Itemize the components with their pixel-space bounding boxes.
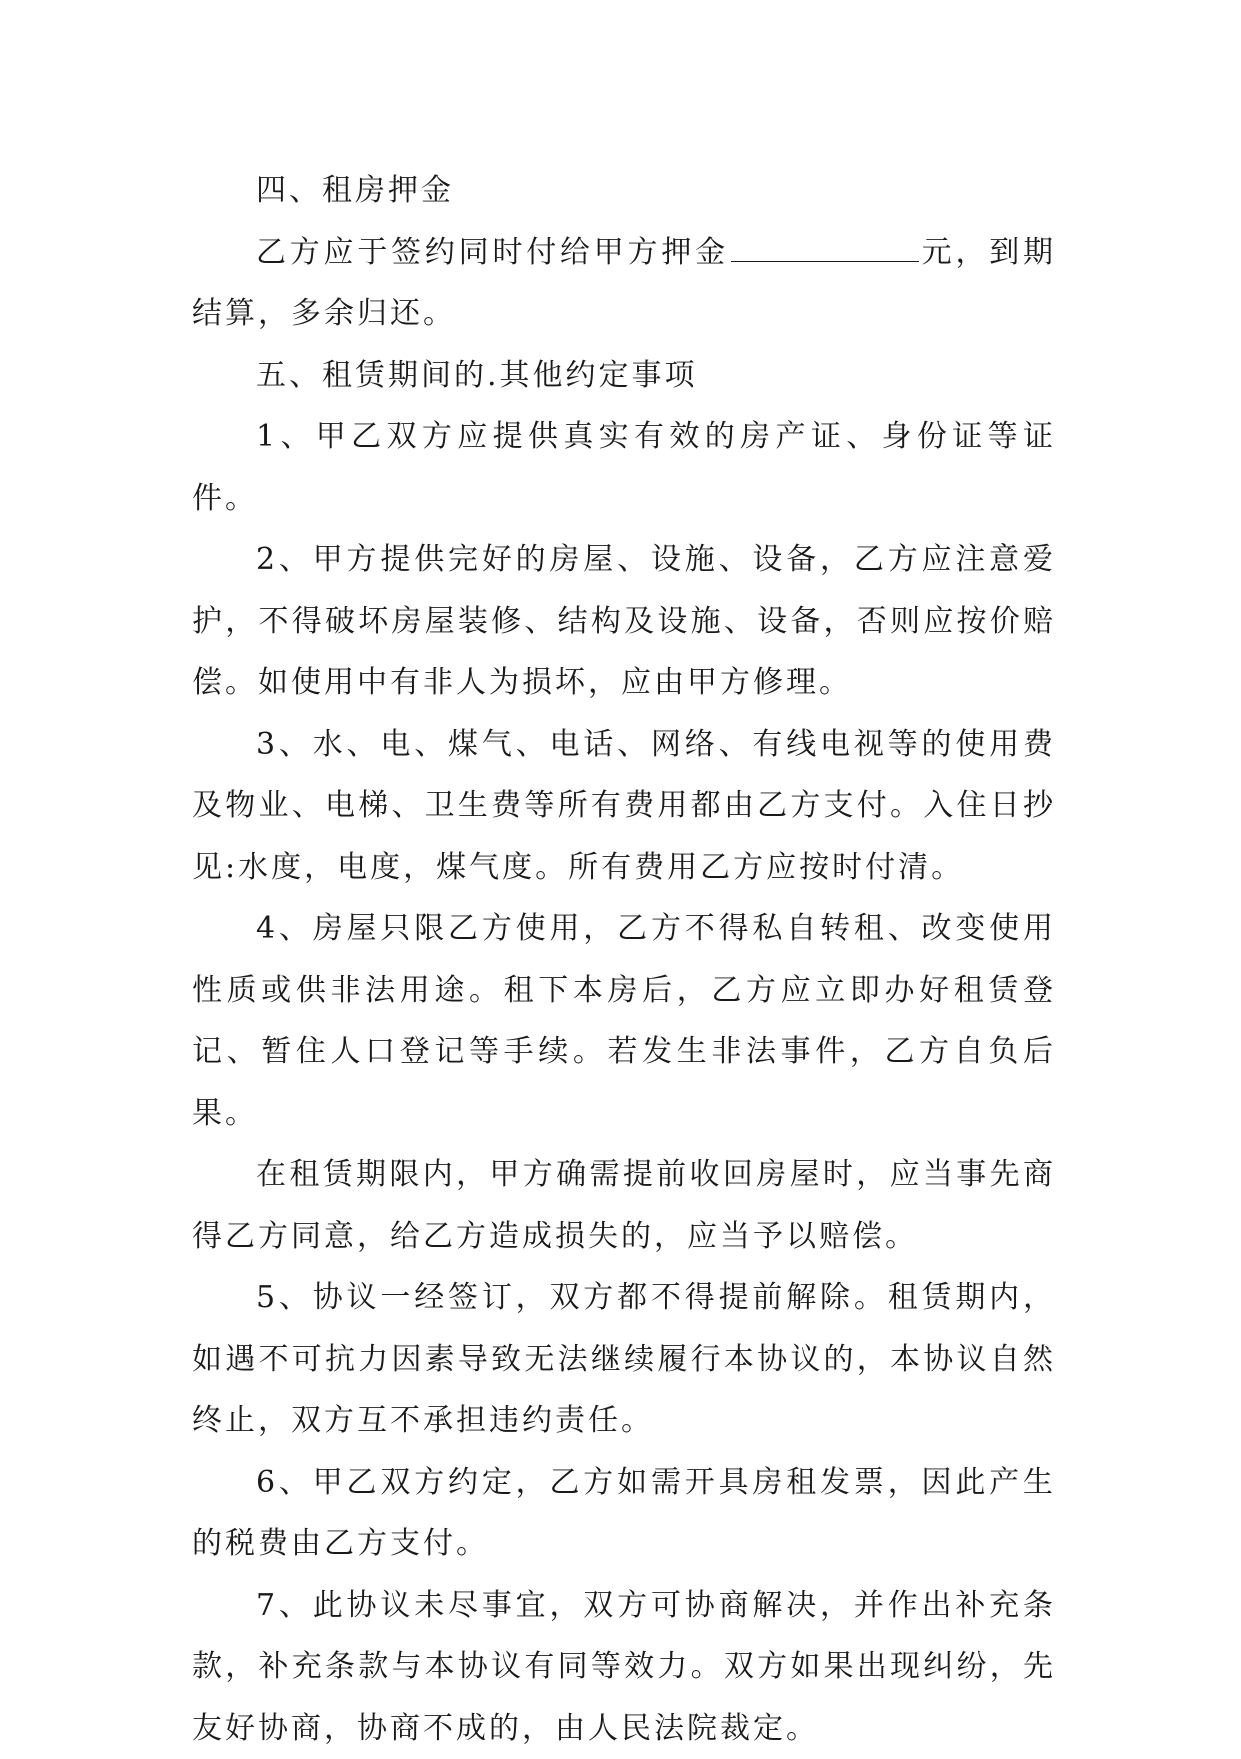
section-heading-other-terms: 五、租赁期间的.其他约定事项	[192, 345, 1056, 407]
section-heading-deposit: 四、租房押金	[192, 160, 1056, 222]
deposit-text-after: 元，到期结算，多余归还。	[192, 235, 1056, 332]
deposit-text-before: 乙方应于签约同时付给甲方押金	[256, 235, 729, 270]
deposit-amount-blank	[731, 239, 919, 262]
term-item-4-continued: 在租赁期限内，甲方确需提前收回房屋时，应当事先商得乙方同意，给乙方造成损失的，应当予以赔偿。	[192, 1144, 1056, 1267]
term-item-6: 6、甲乙双方约定，乙方如需开具房租发票，因此产生的税费由乙方支付。	[192, 1452, 1056, 1575]
term-item-7: 7、此协议未尽事宜，双方可协商解决，并作出补充条款，补充条款与本协议有同等效力。双方如果出现纠纷，先友好协商，协商不成的，由人民法院裁定。	[192, 1575, 1056, 1759]
term-item-4: 4、房屋只限乙方使用，乙方不得私自转租、改变使用性质或供非法用途。租下本房后，乙方应立即办好租赁登记、暂住人口登记等手续。若发生非法事件，乙方自负后果。	[192, 898, 1056, 1144]
term-item-1: 1、甲乙双方应提供真实有效的房产证、身份证等证件。	[192, 406, 1056, 529]
document-page	[192, 160, 1056, 1759]
term-item-3: 3、水、电、煤气、电话、网络、有线电视等的使用费及物业、电梯、卫生费等所有费用都由乙方支付。入住日抄见:水度，电度，煤气度。所有费用乙方应按时付清。	[192, 714, 1056, 899]
term-item-2: 2、甲方提供完好的房屋、设施、设备，乙方应注意爱护，不得破坏房屋装修、结构及设施、设备，否则应按价赔偿。如使用中有非人为损坏，应由甲方修理。	[192, 529, 1056, 714]
deposit-clause	[192, 222, 1056, 345]
term-item-5: 5、协议一经签订，双方都不得提前解除。租赁期内，如遇不可抗力因素导致无法继续履行本协议的，本协议自然终止，双方互不承担违约责任。	[192, 1267, 1056, 1452]
